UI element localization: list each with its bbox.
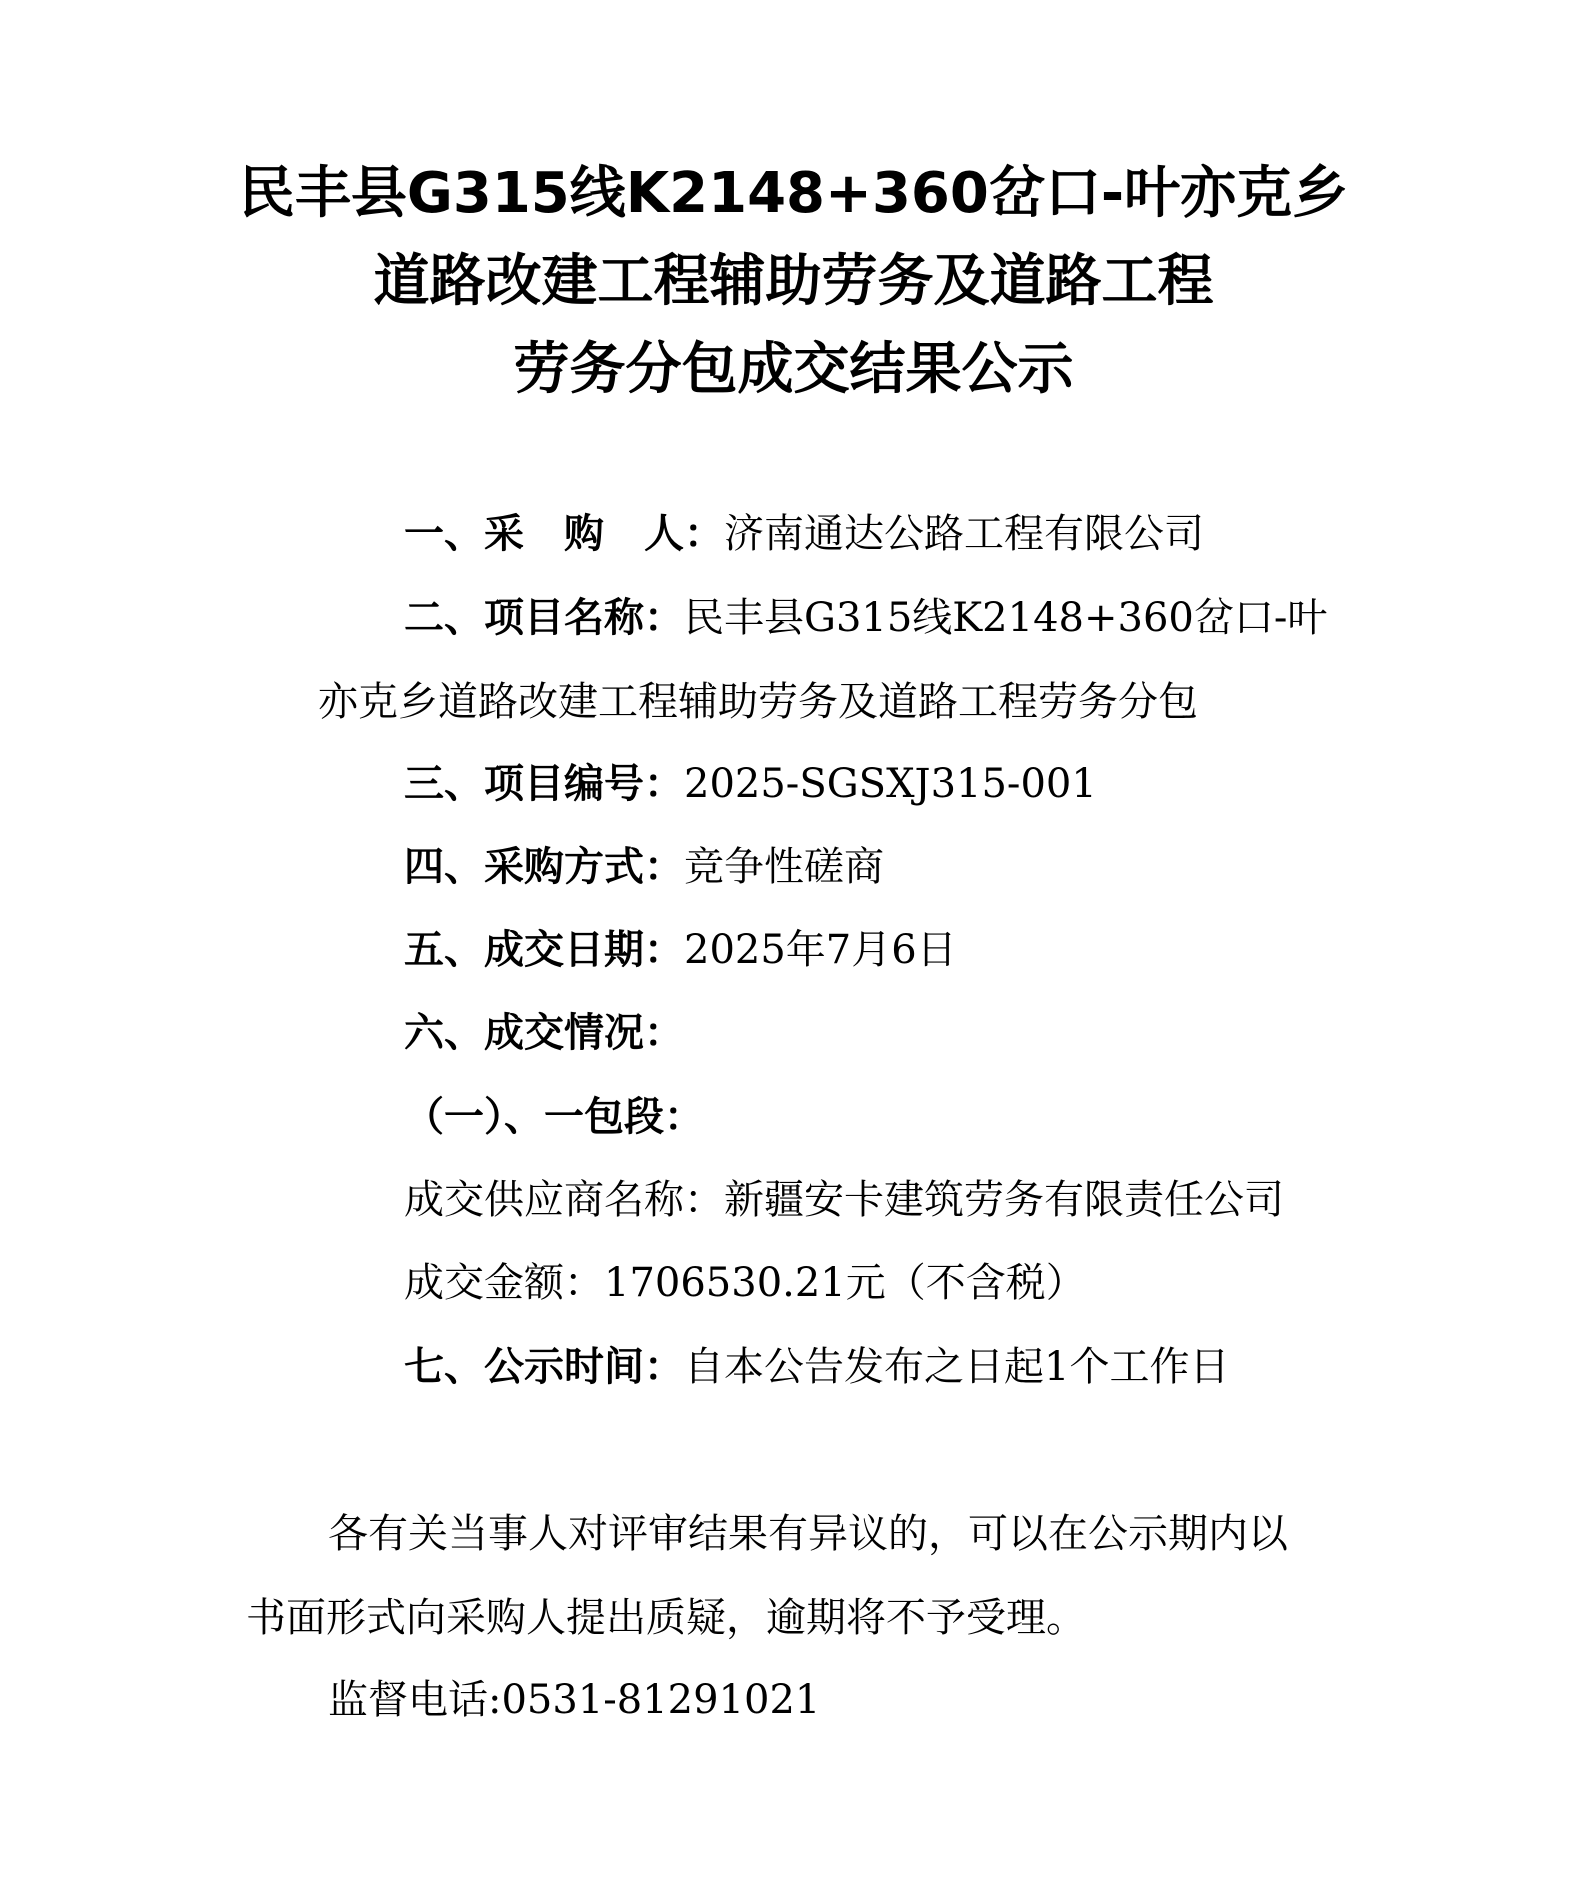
project-no-value: 2025-SGSXJ315-001	[684, 761, 1097, 807]
supplier-value: 新疆安卡建筑劳务有限责任公司	[724, 1177, 1284, 1223]
project-name-value-2: 亦克乡道路改建工程辅助劳务及道路工程劳务分包	[318, 679, 1198, 725]
lot-row	[404, 1093, 704, 1141]
project-name-label: 二、项目名称：	[404, 595, 684, 641]
supervision-phone: 监督电话:0531-81291021	[328, 1677, 821, 1723]
document-title	[0, 150, 1587, 414]
project-name-continuation	[318, 678, 1198, 726]
supplier-label: 成交供应商名称：	[404, 1177, 724, 1223]
period-row	[404, 1343, 1229, 1391]
amount-row	[404, 1259, 1086, 1307]
project-no-label: 三、项目编号：	[404, 761, 684, 807]
purchaser-label: 一、采 购 人：	[404, 511, 724, 557]
notice-line-1: 各有关当事人对评审结果有异议的，可以在公示期内以	[328, 1511, 1288, 1557]
project-no-row	[404, 760, 1097, 808]
result-label: 六、成交情况：	[404, 1010, 684, 1056]
lot-label: （一）、一包段：	[404, 1094, 704, 1140]
project-name-value-1: 民丰县G315线K2148+360岔口-叶	[684, 595, 1328, 641]
date-label: 五、成交日期：	[404, 927, 684, 973]
project-name-row	[404, 594, 1327, 642]
period-value: 自本公告发布之日起1个工作日	[684, 1344, 1230, 1390]
notice-line-2: 书面形式向采购人提出质疑，逾期将不予受理。	[246, 1595, 1086, 1641]
date-value: 2025年7月6日	[684, 927, 957, 973]
amount-label: 成交金额：	[404, 1260, 604, 1306]
title-line-3: 劳务分包成交结果公示	[513, 337, 1074, 402]
amount-value: 1706530.21元（不含税）	[604, 1260, 1086, 1306]
purchaser-value: 济南通达公路工程有限公司	[724, 511, 1204, 557]
supplier-row	[404, 1176, 1284, 1224]
method-label: 四、采购方式：	[404, 844, 684, 890]
title-line-2: 道路改建工程辅助劳务及道路工程	[373, 249, 1214, 314]
method-value: 竞争性磋商	[684, 844, 884, 890]
date-row	[404, 926, 957, 974]
title-line-1: 民丰县G315线K2148+360岔口-叶亦克乡	[238, 161, 1349, 226]
purchaser-row	[404, 510, 1204, 558]
method-row	[404, 843, 884, 891]
result-row	[404, 1009, 684, 1057]
period-label: 七、公示时间：	[404, 1344, 684, 1390]
